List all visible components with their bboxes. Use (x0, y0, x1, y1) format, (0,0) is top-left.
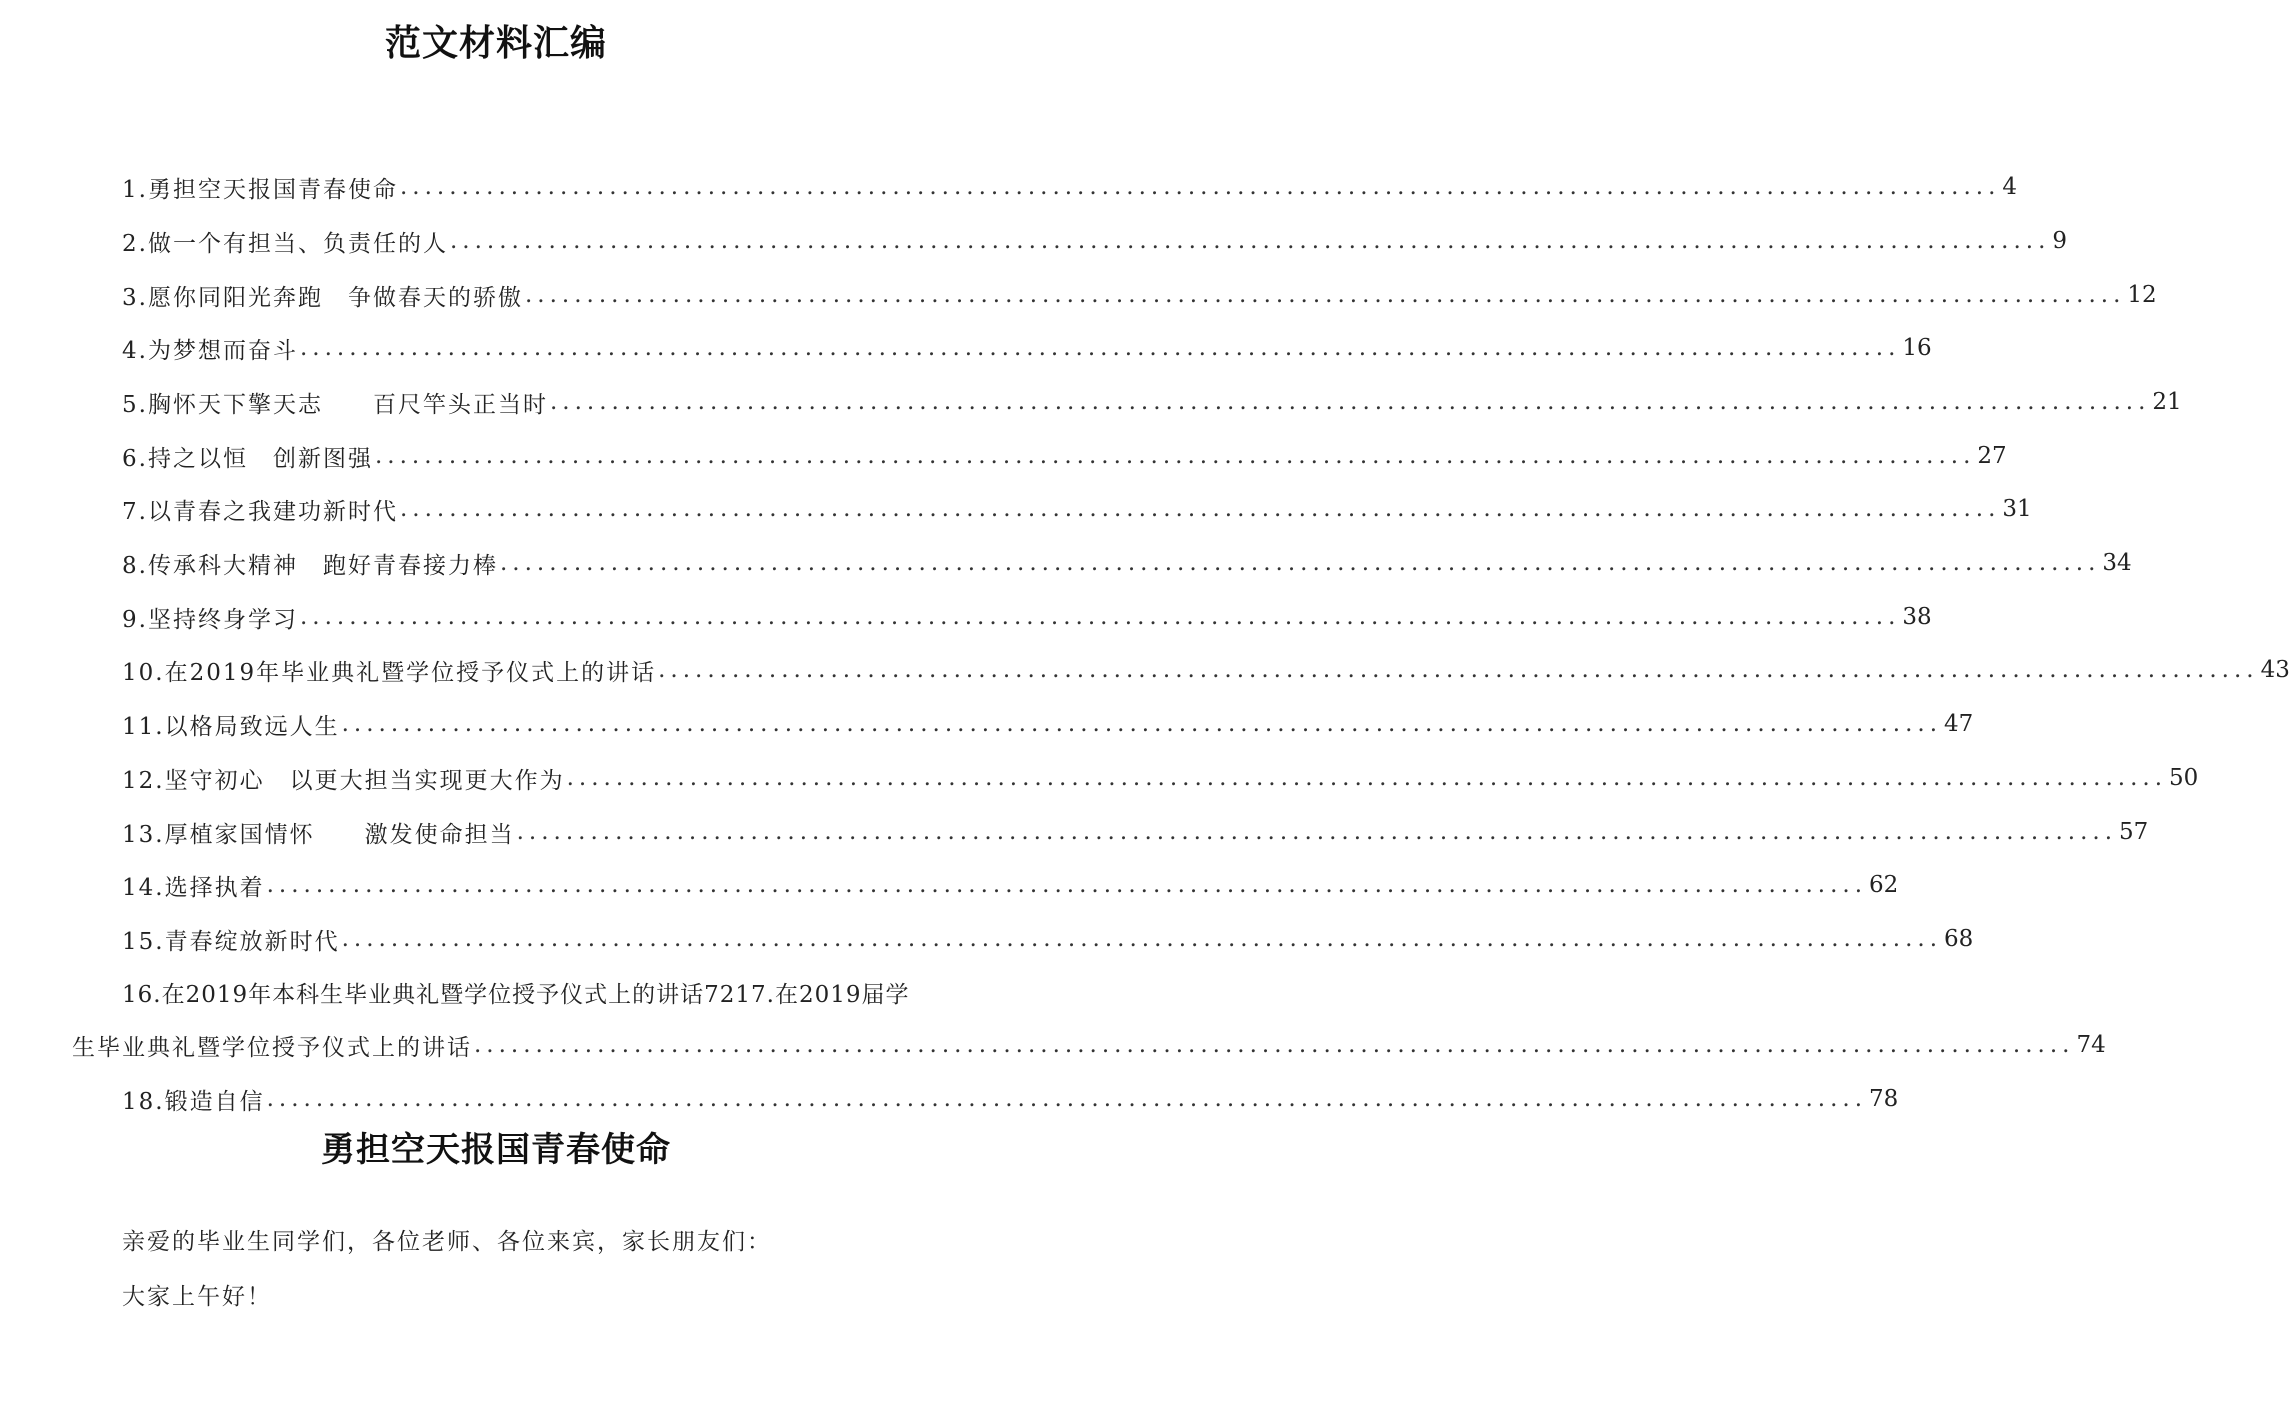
toc-page-number: 16 (1902, 335, 1932, 361)
toc-leader-dots: .................................................................................................................................. (549, 389, 2151, 415)
toc-page-number: 21 (2152, 389, 2182, 415)
section-title: 勇担空天报国青春使命 (321, 1130, 671, 1170)
toc-item-label: 2.做一个有担当、负责任的人 (122, 230, 448, 257)
toc-leader-dots: .................................................................................................................................. (341, 711, 1943, 737)
toc-item-label: 4.为梦想而奋斗 (122, 337, 298, 364)
toc-leader-dots: .................................................................................................................................. (449, 228, 2051, 254)
toc-page-number: 38 (1902, 604, 1932, 630)
toc-item[interactable] (122, 536, 2132, 590)
toc-page-number: 9 (2052, 228, 2068, 254)
toc-leader-dots: .................................................................................................................................. (399, 174, 2001, 200)
toc-leader-dots: .................................................................................................................................. (658, 657, 2259, 683)
toc-item[interactable] (122, 805, 2149, 859)
toc-item-label: 10.在2019年毕业典礼暨学位授予仪式上的讲话 (122, 659, 657, 686)
toc-item-label: 7.以青春之我建功新时代 (122, 498, 398, 525)
toc-item[interactable] (122, 160, 2018, 214)
toc-item-label: 15.青春绽放新时代 (122, 928, 340, 955)
toc-page-number: 34 (2102, 550, 2132, 576)
toc-item[interactable] (122, 375, 2182, 429)
toc-leader-dots: .................................................................................................................................. (266, 872, 1868, 898)
toc-leader-dots: .................................................................................................................................. (566, 765, 2168, 791)
toc-leader-dots: .................................................................................................................................. (524, 282, 2126, 308)
toc-item-label: 18.锻造自信 (122, 1088, 265, 1115)
toc-page-number: 43 (2260, 657, 2290, 683)
toc-page-number: 12 (2127, 282, 2157, 308)
toc-page-number: 31 (2002, 496, 2032, 522)
toc-page-number: 4 (2002, 174, 2018, 200)
toc-item-label: 14.选择执着 (122, 874, 265, 901)
toc-item[interactable] (122, 590, 1932, 644)
toc-item-wrapped-line2[interactable] (72, 1018, 2106, 1072)
toc-leader-dots: .................................................................................................................................. (341, 926, 1943, 952)
toc-item-label: 生毕业典礼暨学位授予仪式上的讲话 (72, 1034, 472, 1061)
toc-item[interactable] (122, 751, 2199, 805)
toc-item-label: 12.坚守初心 以更大担当实现更大作为 (122, 767, 565, 794)
toc-item-label: 13.厚植家国情怀 激发使命担当 (122, 821, 515, 848)
toc-item[interactable] (122, 268, 2157, 322)
toc-item[interactable] (122, 214, 2068, 268)
toc-item[interactable] (122, 858, 1899, 912)
toc-item[interactable] (122, 912, 1974, 966)
toc-item-label: 5.胸怀天下擎天志 百尺竿头正当时 (122, 391, 548, 418)
toc-item[interactable] (122, 482, 2032, 536)
toc-item[interactable] (122, 697, 1974, 751)
toc-item-label: 9.坚持终身学习 (122, 606, 298, 633)
toc-page-number: 57 (2119, 819, 2149, 845)
greeting-paragraph: 大家上午好！ (122, 1284, 272, 1310)
toc-page-number: 68 (1944, 926, 1974, 952)
toc-page-number: 50 (2169, 765, 2199, 791)
toc-page-number: 27 (1977, 443, 2007, 469)
toc-item-label: 1.勇担空天报国青春使命 (122, 176, 398, 203)
salutation-paragraph: 亲爱的毕业生同学们，各位老师、各位来宾，家长朋友们： (122, 1229, 772, 1255)
toc-leader-dots: .................................................................................................................................. (516, 819, 2118, 845)
toc-leader-dots: .................................................................................................................................. (399, 496, 2001, 522)
toc-leader-dots: .................................................................................................................................. (266, 1086, 1868, 1112)
toc-leader-dots: .................................................................................................................................. (499, 550, 2101, 576)
toc-item[interactable] (122, 643, 2290, 697)
document-title: 范文材料汇编 (384, 23, 607, 64)
toc-item-label: 3.愿你同阳光奔跑 争做春天的骄傲 (122, 284, 523, 311)
toc-item[interactable] (122, 321, 1932, 375)
toc-leader-dots: .................................................................................................................................. (474, 1032, 2075, 1058)
toc-item-label: 8.传承科大精神 跑好青春接力棒 (122, 552, 498, 579)
toc-item-label: 11.以格局致远人生 (122, 713, 340, 740)
toc-item-label: 6.持之以恒 创新图强 (122, 445, 373, 472)
toc-page-number: 78 (1869, 1086, 1899, 1112)
toc-item[interactable] (122, 1072, 1899, 1126)
toc-leader-dots: .................................................................................................................................. (299, 335, 1901, 361)
toc-page-number: 47 (1944, 711, 1974, 737)
toc-leader-dots: .................................................................................................................................. (299, 604, 1901, 630)
toc-page-number: 62 (1869, 872, 1899, 898)
toc-leader-dots: .................................................................................................................................. (374, 443, 1976, 469)
toc-item-wrapped-line1[interactable] (122, 965, 952, 1019)
toc-item-label: 16.在2019年本科生毕业典礼暨学位授予仪式上的讲话7217.在2019届学 (122, 981, 910, 1008)
toc-page-number: 74 (2076, 1032, 2106, 1058)
toc-item[interactable] (122, 429, 2007, 483)
